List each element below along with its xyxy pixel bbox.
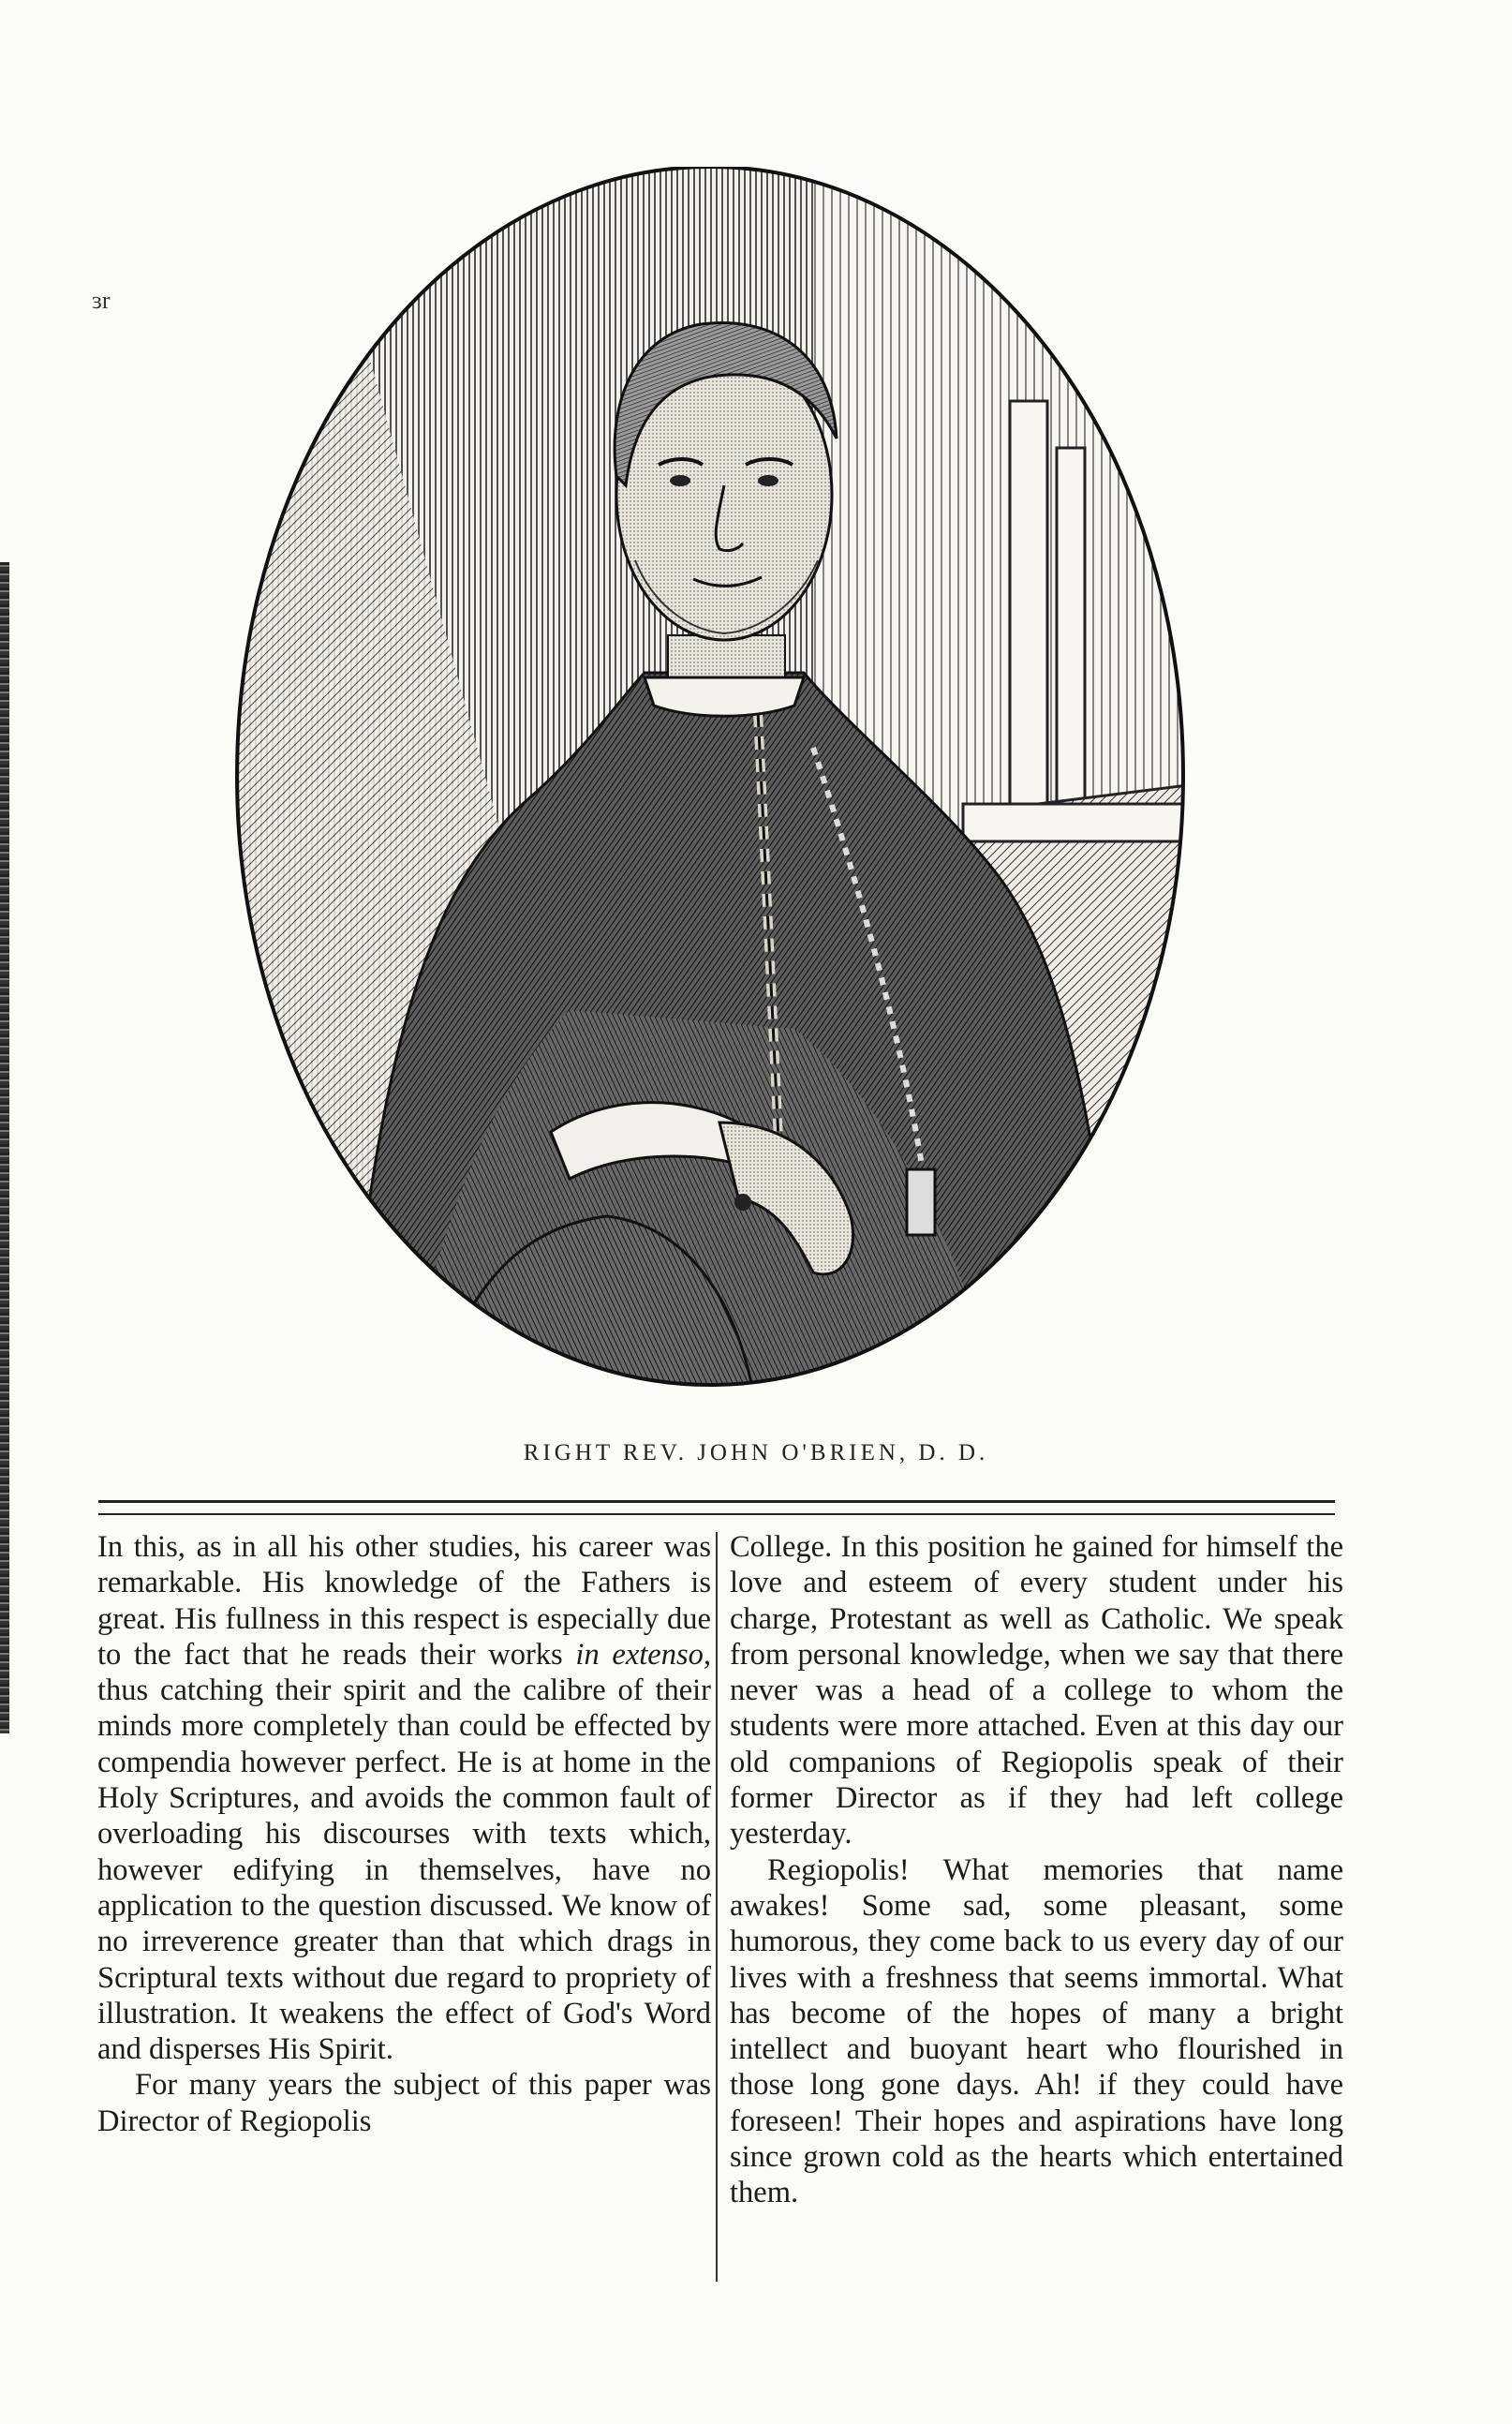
caption-rule-top (98, 1500, 1335, 1503)
page-edge-shadow (0, 562, 9, 1733)
latin-phrase: in extenso, (575, 1637, 711, 1672)
left-paragraph-1-start: In this, as in all his other studies, his career was remarkable. His knowledge of the Fathers is great. His fullness in this respect is especially due to the fact that he reads their works (97, 1530, 711, 1672)
left-paragraph-1 (97, 1529, 711, 2067)
portrait-engraving (232, 167, 1188, 1413)
right-paragraph-1: College. In this position he gained for himself the love and esteem of every student under his charge, Protestant as well as Catholic. We speak from personal knowledge, when we say that there never was a head of a college to whom the students were more attached. Even at this day our old companions of Regiopolis speak of their former Director as if they had left college yesterday. (730, 1530, 1343, 1851)
portrait-illustration (232, 167, 1188, 1413)
article-column-right (730, 1529, 1343, 2211)
column-divider (716, 1532, 718, 2282)
left-paragraph-1-end: thus catching their spirit and the calibre of their minds more completely than could be effected by compendia however perfect. He is at home in the Holy Scriptures, and avoids the common fault of overloading his discourses with texts which, however edifying in themselves, have no application to the question discussed. We know of no irreverence greater than that which drags in Scriptural texts without due regard to propriety of illustration. It weakens the effect of God's Word and disperses His Spirit. (97, 1673, 711, 2067)
stray-print-mark: ɜr (92, 287, 111, 314)
portrait-caption: RIGHT REV. JOHN O'BRIEN, D. D. (523, 1440, 989, 1465)
right-paragraph-2: Regiopolis! What memories that name awakes! Some sad, some pleasant, some humorous, they come back to us every day of our lives with a freshness that seems immortal. What has become of the hopes of many a bright intellect and buoyant heart who flourished in those long gone days. Ah! if they could have foreseen! Their hopes and aspirations have long since grown cold as the hearts which entertained them. (730, 1852, 1343, 2210)
left-paragraph-2: For many years the subject of this paper was Director of Regiopolis (97, 2068, 711, 2138)
caption-rule-bottom (98, 1513, 1335, 1515)
article-column-left (97, 1529, 711, 2139)
